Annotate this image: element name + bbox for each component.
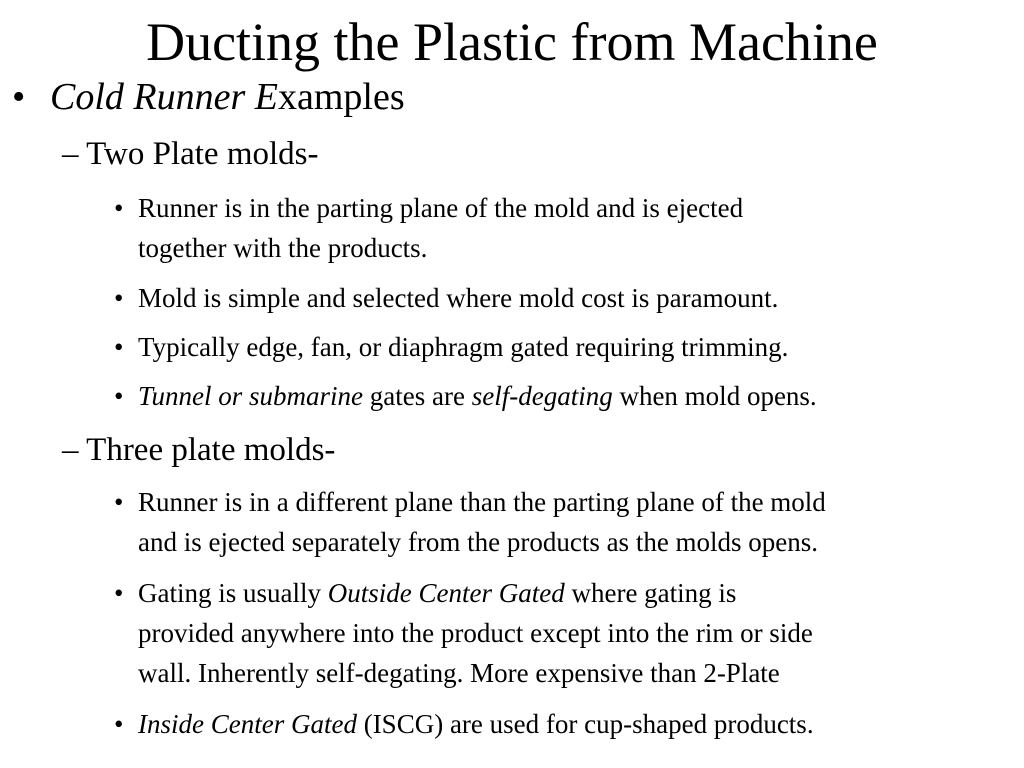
bullet-glyph: • — [114, 193, 124, 223]
list-item-line: Mold is simple and selected where mold cost is paramount. — [138, 283, 779, 313]
section-heading-text: Two Plate molds- — [86, 136, 319, 172]
list-item-line: provided anywhere into the product except into the rim or side — [138, 618, 813, 648]
list-item-line — [138, 573, 1014, 613]
bullet-glyph: • — [12, 76, 26, 118]
list-item — [114, 704, 1014, 744]
plain-text: where gating is — [564, 578, 737, 608]
examples-text: xamples — [277, 76, 405, 118]
bullet-glyph: • — [114, 709, 124, 739]
section-heading-two-plate — [62, 134, 319, 174]
inside-center-gated-italic: Inside Center Gated — [138, 709, 357, 739]
list-item-line: and is ejected separately from the products as the molds opens. — [138, 527, 819, 557]
list-item-line: Runner is in a different plane than the parting plane of the mold — [138, 487, 826, 517]
self-degating-italic: self-degating — [471, 381, 613, 411]
list-item-line: wall. Inherently self-degating. More expensive than 2-Plate — [138, 658, 780, 688]
slide-title: Ducting the Plastic from Machine — [146, 12, 878, 72]
list-item-line — [138, 704, 1014, 744]
section-heading-three-plate — [62, 430, 335, 470]
plain-text: (ISCG) are used for cup-shaped products. — [356, 709, 814, 739]
list-item-line: Runner is in the parting plane of the mold and is ejected — [138, 193, 744, 223]
bullet-glyph: • — [114, 283, 124, 313]
outside-center-gated-italic: Outside Center Gated — [327, 578, 565, 608]
list-item — [114, 278, 1014, 318]
bullet-glyph: • — [114, 332, 124, 362]
cold-runner-italic-text: Cold Runner E — [50, 76, 278, 118]
list-item-line: together with the products. — [138, 233, 428, 263]
list-item — [114, 482, 1014, 562]
list-item-line: Typically edge, fan, or diaphragm gated requiring trimming. — [138, 332, 789, 362]
list-item — [114, 573, 1014, 693]
list-item — [114, 376, 1014, 416]
bullet-glyph: • — [114, 487, 124, 517]
list-item — [114, 327, 1014, 367]
plain-text: Gating is usually — [138, 578, 328, 608]
section-heading-text: Three plate molds- — [86, 432, 336, 468]
level1-bullet-cold-runner — [12, 74, 405, 120]
plain-text: gates are — [363, 381, 472, 411]
plain-text: when mold opens. — [612, 381, 817, 411]
bullet-glyph: • — [114, 578, 124, 608]
list-item — [114, 188, 1014, 268]
bullet-glyph: • — [114, 381, 124, 411]
dash-glyph: – — [62, 432, 79, 468]
dash-glyph: – — [62, 136, 79, 172]
tunnel-submarine-italic: Tunnel or submarine — [138, 381, 364, 411]
list-item-line — [138, 376, 1014, 416]
